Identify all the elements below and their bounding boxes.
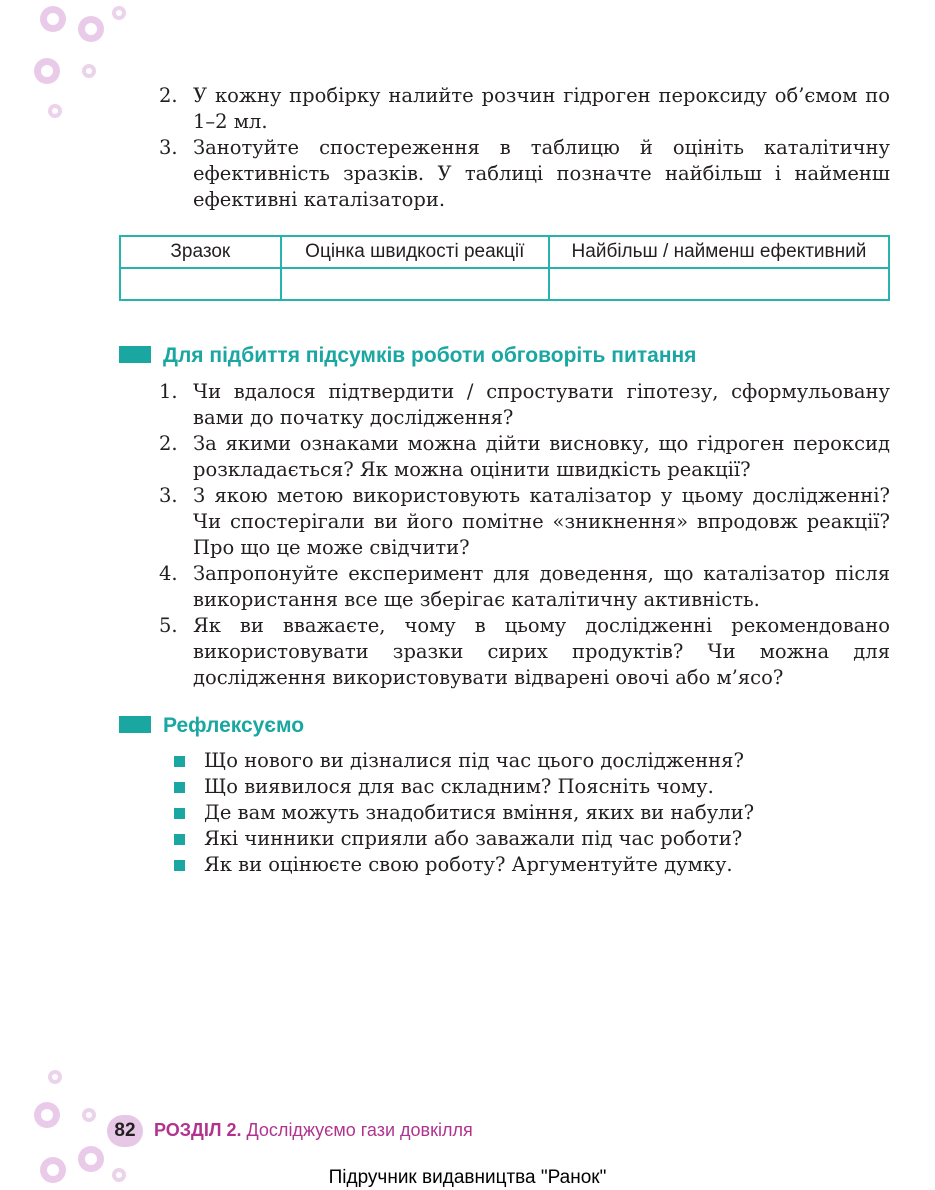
decor-circle xyxy=(40,6,66,32)
decor-circle xyxy=(112,6,126,20)
step-number: 3. xyxy=(159,136,178,159)
decor-circle xyxy=(48,104,62,118)
list-item xyxy=(174,852,754,878)
heading-marker xyxy=(119,346,151,363)
reflection-text: Як ви оцінюєте свою роботу? Аргументуйте думку. xyxy=(204,853,733,876)
step-text: У кожну пробірку налийте розчин гідроген пероксиду об’ємом по 1–2 мл. xyxy=(193,84,890,133)
bullet-square-icon xyxy=(174,782,185,793)
question-number: 3. xyxy=(159,484,178,507)
page-number: 82 xyxy=(107,1115,143,1147)
step-number: 2. xyxy=(159,84,178,107)
list-item xyxy=(159,431,890,483)
list-item xyxy=(159,613,890,691)
column-header: Зразок xyxy=(120,236,281,268)
list-item xyxy=(159,135,890,213)
reflection-title: Рефлексуємо xyxy=(163,714,305,737)
table-cell[interactable] xyxy=(281,268,549,300)
list-item xyxy=(174,748,754,774)
list-item xyxy=(159,83,890,135)
question-number: 1. xyxy=(159,380,178,403)
table-header-row xyxy=(120,236,889,268)
question-number: 4. xyxy=(159,562,178,585)
decor-circle xyxy=(34,58,60,84)
list-item xyxy=(174,826,754,852)
reflection-questions xyxy=(174,748,754,878)
list-item xyxy=(159,379,890,431)
reflection-heading xyxy=(119,713,304,739)
decor-circle xyxy=(48,1070,62,1084)
list-item xyxy=(159,483,890,561)
section-caption xyxy=(154,1120,473,1141)
list-item xyxy=(174,800,754,826)
list-item xyxy=(174,774,754,800)
table-cell[interactable] xyxy=(549,268,889,300)
question-text: Запропонуйте експеримент для доведення, що каталізатор після використання все ще зберігає каталітичну активність. xyxy=(193,562,890,611)
discussion-heading xyxy=(119,343,696,369)
publisher-note: Підручник видавництва "Ранок" xyxy=(328,1167,607,1188)
reflection-text: Які чинники сприяли або заважали під час роботи? xyxy=(204,827,743,850)
list-item xyxy=(159,561,890,613)
decor-circle xyxy=(78,16,104,42)
discussion-title: Для підбиття підсумків роботи обговоріть питання xyxy=(163,344,697,367)
reflection-text: Що нового ви дізналися під час цього дослідження? xyxy=(204,749,744,772)
heading-marker xyxy=(119,716,151,733)
bullet-square-icon xyxy=(174,756,185,767)
discussion-questions xyxy=(159,379,890,691)
bullet-square-icon xyxy=(174,860,185,871)
question-text: Як ви вважаєте, чому в цьому дослідженні рекомендовано використовувати зразки сирих продуктів? Чи можна для дослідження використовувати відварені овочі або м’ясо? xyxy=(193,614,890,689)
column-header: Найбільш / найменш ефективний xyxy=(549,236,889,268)
question-text: Чи вдалося підтвердити / спростувати гіпотезу, сформульовану вами до початку дослідження? xyxy=(193,380,890,429)
decor-circle xyxy=(34,1102,60,1128)
reflection-text: Що виявилося для вас складним? Поясніть чому. xyxy=(204,775,714,798)
table-row xyxy=(120,268,889,300)
question-number: 5. xyxy=(159,614,178,637)
section-label: РОЗДІЛ 2. xyxy=(154,1120,242,1140)
column-header: Оцінка швидкості реакції xyxy=(281,236,549,268)
observation-table xyxy=(119,235,890,301)
table-cell[interactable] xyxy=(120,268,281,300)
question-text: З якою метою використовують каталізатор у цьому дослідженні? Чи спостерігали ви його помітне «зникнення» впродовж реакції? Про що це може свідчити? xyxy=(193,484,890,559)
question-text: За якими ознаками можна дійти висновку, що гідроген пероксид розкладається? Як можна оцінити швидкість реакції? xyxy=(193,432,890,481)
procedure-steps xyxy=(159,83,890,213)
section-title: Досліджуємо гази довкілля xyxy=(246,1120,473,1140)
decor-circle xyxy=(82,64,96,78)
bullet-square-icon xyxy=(174,808,185,819)
step-text: Занотуйте спостереження в таблицю й оцініть каталітичну ефективність зразків. У таблиці позначте найбільш і найменш ефективні каталізатори. xyxy=(193,136,890,211)
question-number: 2. xyxy=(159,432,178,455)
reflection-text: Де вам можуть знадобитися вміння, яких ви набули? xyxy=(204,801,755,824)
decor-circle xyxy=(82,1108,96,1122)
bullet-square-icon xyxy=(174,834,185,845)
